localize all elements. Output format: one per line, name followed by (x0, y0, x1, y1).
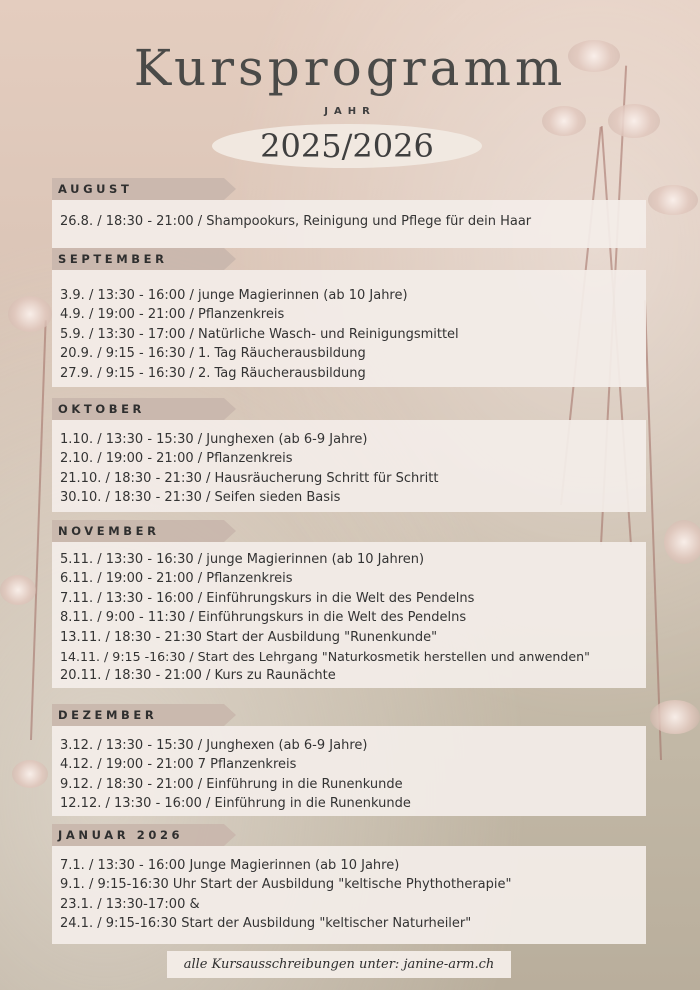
month-label: DEZEMBER (52, 704, 224, 726)
event-item: 21.10. / 18:30 - 21:30 / Hausräucherung Schritt für Schritt (60, 470, 439, 486)
page-title: Kursprogramm (133, 39, 567, 97)
year-label: JAHR (324, 106, 376, 117)
event-item: 4.9. / 19:00 - 21:00 / Pflanzenkreis (60, 307, 285, 323)
event-item: 30.10. / 18:30 - 21:30 / Seifen sieden Basis (60, 490, 341, 506)
event-item: 5.11. / 13:30 - 16:30 / junge Magierinnen (ab 10 Jahren) (60, 552, 425, 567)
event-list (52, 542, 646, 688)
event-item: 7.11. / 13:30 - 16:00 / Einführungskurs in die Welt des Pendelns (60, 590, 475, 606)
event-list (52, 726, 646, 816)
section-dezember (52, 704, 646, 816)
event-item: 8.11. / 9:00 - 11:30 / Einführungskurs in die Welt des Pendelns (60, 610, 467, 626)
header (0, 39, 700, 165)
section-januar-2026 (52, 824, 646, 944)
event-item: 20.11. / 18:30 - 21:00 / Kurs zu Raunächte (60, 668, 336, 684)
event-item: 12.12. / 13:30 - 16:00 / Einführung in die Runenkunde (60, 796, 411, 812)
event-item: 7.1. / 13:30 - 16:00 Junge Magierinnen (ab 10 Jahre) (60, 858, 400, 873)
event-item: 20.9. / 9:15 - 16:30 / 1. Tag Räucherausbildung (60, 346, 366, 362)
event-item: 2.10. / 19:00 - 21:00 / Pflanzenkreis (60, 451, 293, 467)
event-item: 6.11. / 19:00 - 21:00 / Pflanzenkreis (60, 571, 293, 587)
month-label: JANUAR 2026 (52, 824, 224, 846)
month-label: NOVEMBER (52, 520, 224, 542)
event-item: 5.9. / 13:30 - 17:00 / Natürliche Wasch- und Reinigungsmittel (60, 326, 459, 342)
event-list (52, 200, 646, 248)
month-label: OKTOBER (52, 398, 224, 420)
event-item: 3.12. / 13:30 - 15:30 / Junghexen (ab 6-9 Jahre) (60, 738, 368, 753)
event-item: 9.1. / 9:15-16:30 Uhr Start der Ausbildung "keltische Phythotherapie" (60, 877, 512, 893)
section-november (52, 520, 646, 688)
year-badge: 2025/2026 (212, 124, 482, 168)
event-item: 26.8. / 18:30 - 21:00 / Shampookurs, Reinigung und Pflege für dein Haar (60, 214, 532, 229)
month-label: AUGUST (52, 178, 224, 200)
event-item: 14.11. / 9:15 -16:30 / Start des Lehrgang "Naturkosmetik herstellen und anwenden" (60, 649, 590, 665)
event-item: 9.12. / 18:30 - 21:00 / Einführung in die Runenkunde (60, 776, 403, 792)
footer-website-link[interactable]: alle Kursausschreibungen unter: janine-arm.ch (167, 951, 511, 978)
event-item: 13.11. / 18:30 - 21:30 Start der Ausbildung "Runenkunde" (60, 629, 438, 645)
event-item: 3.9. / 13:30 - 16:00 / junge Magierinnen (ab 10 Jahre) (60, 288, 408, 303)
section-september (52, 248, 646, 387)
event-item: 27.9. / 9:15 - 16:30 / 2. Tag Räucherausbildung (60, 365, 366, 381)
event-item: 24.1. / 9:15-16:30 Start der Ausbildung "keltischer Naturheiler" (60, 916, 472, 932)
event-item: 1.10. / 13:30 - 15:30 / Junghexen (ab 6-9 Jahre) (60, 432, 368, 447)
event-item: 4.12. / 19:00 - 21:00 7 Pflanzenkreis (60, 757, 297, 773)
event-list (52, 846, 646, 944)
event-list (52, 270, 646, 387)
month-label: SEPTEMBER (52, 248, 224, 270)
section-august (52, 178, 646, 248)
section-oktober (52, 398, 646, 512)
event-item: 23.1. / 13:30-17:00 & (60, 896, 200, 912)
event-list (52, 420, 646, 512)
